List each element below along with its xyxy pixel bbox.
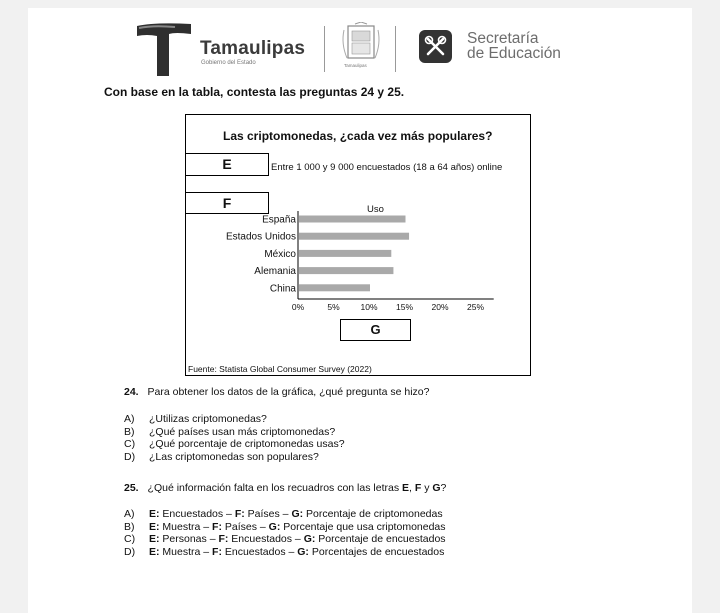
x-tick-label: 5% bbox=[327, 302, 340, 312]
option-b bbox=[124, 426, 345, 439]
option-text: Encuestados – bbox=[221, 545, 298, 558]
option-text: Encuestados – bbox=[159, 508, 235, 520]
x-tick-label: 10% bbox=[360, 302, 378, 312]
tamaulipas-t-logo-icon bbox=[135, 22, 193, 78]
chart-title: Las criptomonedas, ¿cada vez más populares? bbox=[223, 129, 493, 143]
option-letter: B) bbox=[124, 520, 135, 533]
question-number: 25. bbox=[124, 482, 139, 494]
option-letter: D) bbox=[124, 450, 136, 463]
option-f-key: F: bbox=[212, 520, 222, 533]
option-c bbox=[124, 438, 345, 451]
category-label: España bbox=[262, 214, 296, 226]
question-text bbox=[148, 482, 447, 494]
option-e-key: E: bbox=[149, 533, 160, 545]
option-text: Porcentaje que usa criptomonedas bbox=[280, 520, 446, 533]
state-seal-icon bbox=[339, 22, 383, 68]
secretaria-line1: Secretaría bbox=[467, 30, 539, 47]
option-b bbox=[124, 521, 446, 534]
question-text-part: , bbox=[409, 482, 415, 494]
option-letter: A) bbox=[124, 508, 135, 520]
option-f-key: F: bbox=[234, 508, 245, 520]
option-text: ¿Qué países usan más criptomonedas? bbox=[149, 425, 336, 438]
option-g-key: G: bbox=[297, 545, 309, 558]
x-tick-label: 25% bbox=[466, 302, 485, 312]
box-e: E bbox=[185, 153, 269, 176]
option-a bbox=[124, 413, 345, 426]
question-text: Para obtener los datos de la gráfica, ¿qué pregunta se hizo? bbox=[147, 386, 430, 398]
box-e-description: Entre 1 000 y 9 000 encuestados (18 a 64 años) online bbox=[271, 162, 503, 173]
option-letter: B) bbox=[124, 425, 135, 438]
bar bbox=[299, 216, 406, 223]
q25-options bbox=[124, 508, 446, 558]
instruction: Con base en la tabla, contesta las preguntas 24 y 25. bbox=[104, 85, 405, 99]
header-divider bbox=[395, 26, 396, 72]
question-text-e: E bbox=[402, 482, 410, 494]
question-text-part: y bbox=[421, 482, 433, 494]
bar bbox=[299, 284, 370, 291]
option-text: ¿Qué porcentaje de criptomonedas usas? bbox=[149, 438, 345, 450]
brand-subtitle: Gobierno del Estado bbox=[201, 60, 256, 66]
option-text: Porcentaje de encuestados bbox=[315, 533, 446, 545]
option-f-key: F: bbox=[218, 533, 229, 545]
option-text: Porcentajes de encuestados bbox=[308, 545, 445, 558]
box-g: G bbox=[340, 319, 411, 341]
category-label: China bbox=[269, 283, 296, 295]
category-label: Alemania bbox=[254, 266, 296, 278]
question-text-part: ¿Qué información falta en los recuadros con las letras bbox=[147, 482, 402, 494]
option-text: Encuestados – bbox=[228, 533, 304, 545]
question-text-f: F bbox=[414, 482, 422, 494]
option-e-key: E: bbox=[149, 520, 160, 533]
option-a bbox=[124, 508, 446, 521]
secretaria-name bbox=[467, 31, 561, 61]
option-text: Países – bbox=[244, 508, 292, 520]
option-f-key: F: bbox=[212, 545, 222, 558]
option-e-key: E: bbox=[149, 508, 160, 520]
option-text: Muestra – bbox=[159, 545, 213, 558]
x-tick-label: 15% bbox=[395, 302, 414, 312]
q24-options bbox=[124, 413, 345, 463]
option-text: Personas – bbox=[159, 533, 219, 545]
header-divider bbox=[324, 26, 325, 72]
option-e-key: E: bbox=[149, 545, 160, 558]
question-text-part: ? bbox=[440, 482, 447, 494]
x-tick-label: 0% bbox=[291, 302, 305, 312]
category-label: Estados Unidos bbox=[225, 231, 296, 243]
option-c bbox=[124, 533, 446, 546]
legend-label: Uso bbox=[367, 204, 384, 215]
option-d bbox=[124, 546, 446, 559]
brand-name: Tamaulipas bbox=[200, 38, 306, 59]
option-letter: C) bbox=[124, 533, 136, 545]
secretaria-line2: de Educación bbox=[467, 45, 561, 62]
option-letter: A) bbox=[124, 413, 135, 425]
option-text: Muestra – bbox=[159, 520, 213, 533]
option-letter: D) bbox=[124, 545, 136, 558]
question-text-g: G bbox=[432, 482, 441, 494]
option-letter: C) bbox=[124, 438, 136, 450]
option-g-key: G: bbox=[291, 508, 304, 520]
option-g-key: G: bbox=[268, 520, 281, 533]
question-number: 24. bbox=[124, 386, 139, 398]
seal-caption: Tamaulipas bbox=[344, 63, 367, 68]
chart-box bbox=[185, 114, 531, 376]
option-text: Porcentaje de criptomonedas bbox=[303, 508, 443, 520]
secretaria-education-icon bbox=[419, 30, 452, 63]
category-label: México bbox=[264, 248, 296, 260]
x-tick-label: 20% bbox=[431, 302, 449, 312]
question-25 bbox=[124, 482, 446, 494]
chart-source: Fuente: Statista Global Consumer Survey (2022) bbox=[188, 364, 372, 374]
bar bbox=[299, 267, 393, 274]
bar bbox=[299, 250, 391, 257]
box-f: F bbox=[185, 192, 269, 214]
question-24 bbox=[124, 386, 429, 398]
option-text: ¿Las criptomonedas son populares? bbox=[149, 450, 319, 463]
option-g-key: G: bbox=[303, 533, 316, 545]
option-text: Países – bbox=[221, 520, 269, 533]
exam-page bbox=[28, 8, 692, 613]
option-d bbox=[124, 451, 345, 464]
bar bbox=[299, 233, 409, 240]
option-text: ¿Utilizas criptomonedas? bbox=[149, 413, 267, 425]
